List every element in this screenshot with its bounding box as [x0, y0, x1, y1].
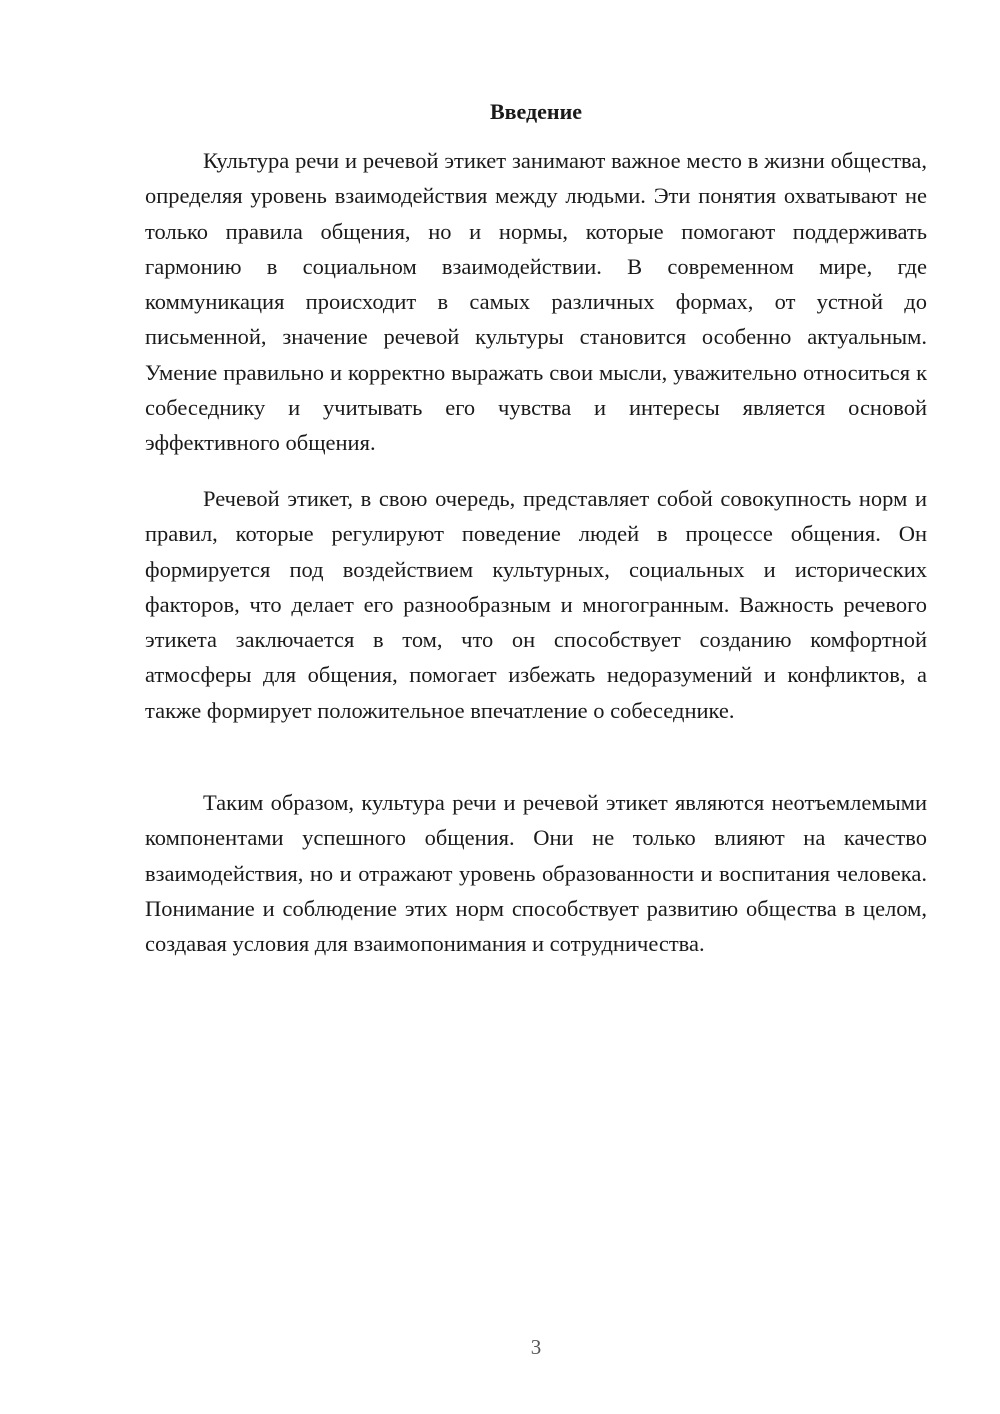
paragraph-3: Таким образом, культура речи и речевой этикет являются неотъемлемыми компонентами успешного общения. Они не только влияют на качество взаимодействия, но и отражают уровень образованности и воспитания человека. Понимание и соблюдение этих норм способствует развитию общества в целом, создавая условия для взаимопонимания и сотрудничества. — [145, 790, 927, 957]
page-number: 3 — [530, 1335, 542, 1359]
paragraph-2: Речевой этикет, в свою очередь, представляет собой совокупность норм и правил, которые регулируют поведение людей в процессе общения. Он формируется под воздействием культурных, социальных и исторических факторов, что делает его разнообразным и многогранным. Важность речевого этикета заключается в том, что он способствует созданию комфортной атмосферы для общения, помогает избежать недоразумений и конфликтов, а также формирует положительное впечатление о собеседнике. — [145, 486, 927, 723]
paragraph-1: Культура речи и речевой этикет занимают важное место в жизни общества, определяя уровень взаимодействия между людьми. Эти понятия охватывают не только правила общения, но и нормы, которые помогают поддерживать гармонию в социальном взаимодействии. В современном мире, где коммуникация происходит в самых различных формах, от устной до письменной, значение речевой культуры становится особенно актуальным. Умение правильно и корректно выражать свои мысли, уважительно относиться к собеседнику и учитывать его чувства и интересы является основой эффективного общения. — [145, 148, 927, 456]
section-title: Введение — [489, 99, 583, 124]
